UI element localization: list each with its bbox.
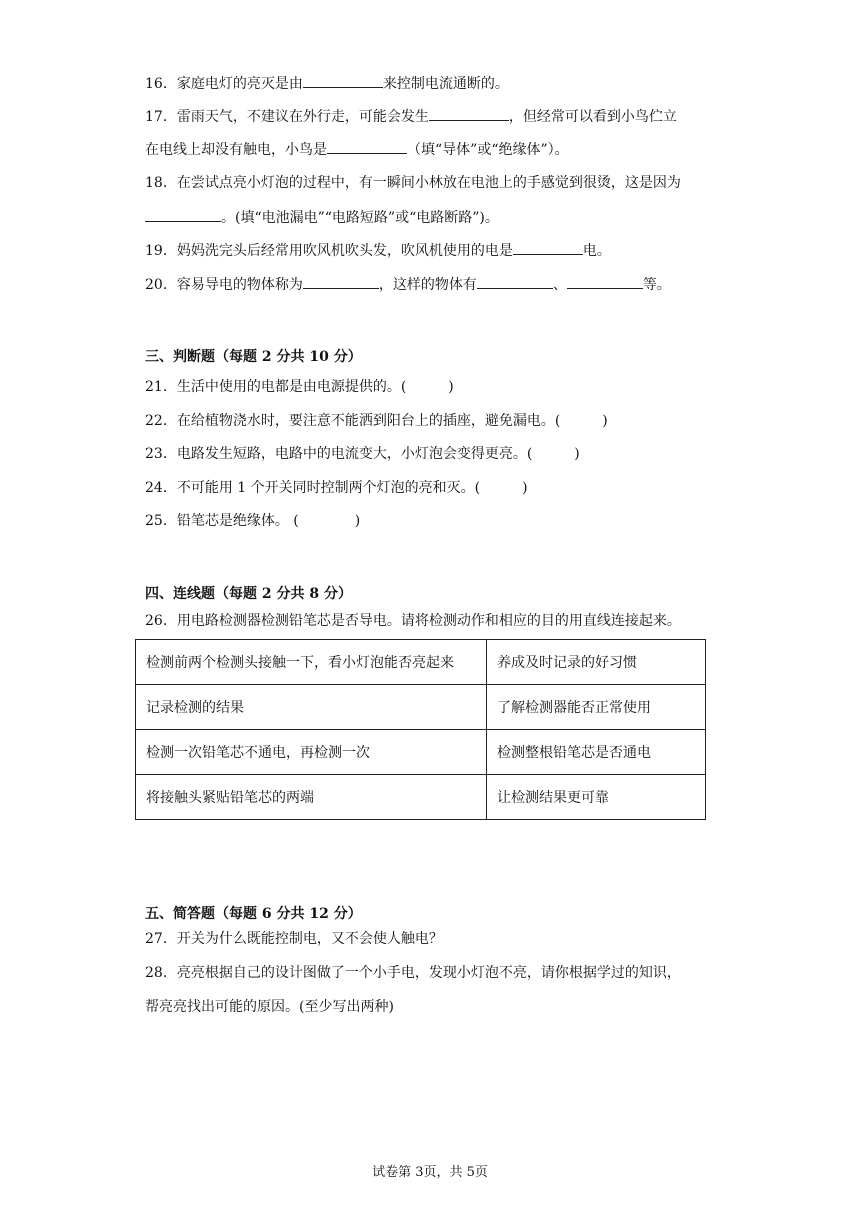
question-28-line-1 bbox=[145, 963, 681, 983]
question-number: 21． bbox=[145, 379, 177, 395]
question-text: 生活中使用的电都是由电源提供的。( ) bbox=[176, 379, 454, 395]
matching-table bbox=[135, 639, 706, 820]
answer-blank[interactable] bbox=[429, 106, 509, 121]
action-cell[interactable]: 记录检测的结果 bbox=[136, 685, 487, 730]
question-text: 铅笔芯是绝缘体。 ( ) bbox=[176, 513, 361, 529]
section-5-title: 五、简答题（每题 6 分共 12 分） bbox=[145, 906, 362, 922]
question-number: 20． bbox=[145, 277, 177, 293]
question-text: 不可能用 1 个开关同时控制两个灯泡的亮和灭。( ) bbox=[176, 480, 528, 496]
question-28-line-2 bbox=[145, 997, 394, 1017]
question-number: 18． bbox=[145, 175, 177, 191]
question-text: 亮亮根据自己的设计图做了一个小手电，发现小灯泡不亮，请你根据学过的知识， bbox=[176, 965, 681, 981]
section-4-title: 四、连线题（每题 2 分共 8 分） bbox=[145, 586, 352, 602]
question-number: 28． bbox=[145, 965, 177, 981]
question-text: 来控制电流通断的。 bbox=[382, 76, 509, 92]
purpose-cell[interactable]: 了解检测器能否正常使用 bbox=[487, 685, 706, 730]
question-24 bbox=[145, 478, 528, 498]
question-number: 27． bbox=[145, 931, 177, 947]
question-17-line-2 bbox=[145, 139, 569, 160]
question-number: 16． bbox=[145, 76, 177, 92]
question-27 bbox=[145, 929, 443, 949]
question-26 bbox=[145, 611, 681, 631]
question-16 bbox=[145, 73, 509, 94]
section-3-title: 三、判断题（每题 2 分共 10 分） bbox=[145, 349, 362, 365]
question-text: 家庭电灯的亮灭是由 bbox=[176, 76, 303, 92]
page-footer: 试卷第 3页，共 5页 bbox=[372, 1165, 488, 1180]
question-number: 17． bbox=[145, 109, 177, 125]
answer-blank[interactable] bbox=[145, 207, 221, 222]
question-22 bbox=[145, 411, 608, 431]
action-cell[interactable]: 将接触头紧贴铅笔芯的两端 bbox=[136, 775, 487, 820]
answer-blank[interactable] bbox=[477, 274, 553, 289]
question-text: 开关为什么既能控制电，又不会使人触电？ bbox=[176, 931, 443, 947]
question-text: ，这样的物体有 bbox=[378, 277, 477, 293]
question-text: 电。 bbox=[582, 243, 611, 259]
question-number: 22． bbox=[145, 413, 177, 429]
answer-blank[interactable] bbox=[303, 73, 383, 88]
question-number: 24． bbox=[145, 480, 177, 496]
question-25 bbox=[145, 511, 360, 531]
purpose-cell[interactable]: 检测整根铅笔芯是否通电 bbox=[487, 730, 706, 775]
question-text: 用电路检测器检测铅笔芯是否导电。请将检测动作和相应的目的用直线连接起来。 bbox=[176, 613, 681, 629]
question-text: 电路发生短路，电路中的电流变大，小灯泡会变得更亮。( ) bbox=[176, 446, 580, 462]
question-23 bbox=[145, 444, 580, 464]
answer-blank[interactable] bbox=[327, 139, 407, 154]
answer-blank[interactable] bbox=[513, 240, 583, 255]
question-number: 26． bbox=[145, 613, 177, 629]
purpose-cell[interactable]: 让检测结果更可靠 bbox=[487, 775, 706, 820]
question-text: （填“导体”或“绝缘体”）。 bbox=[407, 142, 569, 158]
question-text: 帮亮亮找出可能的原因。(至少写出两种) bbox=[145, 999, 394, 1015]
question-18-line-1 bbox=[145, 173, 681, 193]
table-row bbox=[136, 640, 706, 685]
question-text: 。(填“电池漏电”“电路短路”或“电路断路”)。 bbox=[221, 210, 499, 226]
question-text: 在给植物浇水时，要注意不能洒到阳台上的插座，避免漏电。( ) bbox=[176, 413, 608, 429]
question-text: 容易导电的物体称为 bbox=[176, 277, 303, 293]
question-18-line-2 bbox=[145, 207, 499, 228]
question-20 bbox=[145, 274, 671, 295]
question-text: 等。 bbox=[642, 277, 671, 293]
answer-blank[interactable] bbox=[303, 274, 379, 289]
question-17-line-1 bbox=[145, 106, 677, 127]
action-cell[interactable]: 检测前两个检测头接触一下，看小灯泡能否亮起来 bbox=[136, 640, 487, 685]
question-text: 在电线上却没有触电，小鸟是 bbox=[145, 142, 327, 158]
purpose-cell[interactable]: 养成及时记录的好习惯 bbox=[487, 640, 706, 685]
action-cell[interactable]: 检测一次铅笔芯不通电，再检测一次 bbox=[136, 730, 487, 775]
question-number: 25． bbox=[145, 513, 177, 529]
question-text: 、 bbox=[552, 277, 567, 293]
answer-blank[interactable] bbox=[567, 274, 643, 289]
question-number: 19． bbox=[145, 243, 177, 259]
question-text: 在尝试点亮小灯泡的过程中，有一瞬间小林放在电池上的手感觉到很烫，这是因为 bbox=[176, 175, 681, 191]
question-text: ，但经常可以看到小鸟伫立 bbox=[508, 109, 677, 125]
table-row bbox=[136, 730, 706, 775]
table-row bbox=[136, 775, 706, 820]
question-text: 妈妈洗完头后经常用吹风机吹头发，吹风机使用的电是 bbox=[176, 243, 513, 259]
question-19 bbox=[145, 240, 611, 261]
question-text: 雷雨天气，不建议在外行走，可能会发生 bbox=[176, 109, 429, 125]
table-row bbox=[136, 685, 706, 730]
question-number: 23． bbox=[145, 446, 177, 462]
question-21 bbox=[145, 377, 454, 397]
